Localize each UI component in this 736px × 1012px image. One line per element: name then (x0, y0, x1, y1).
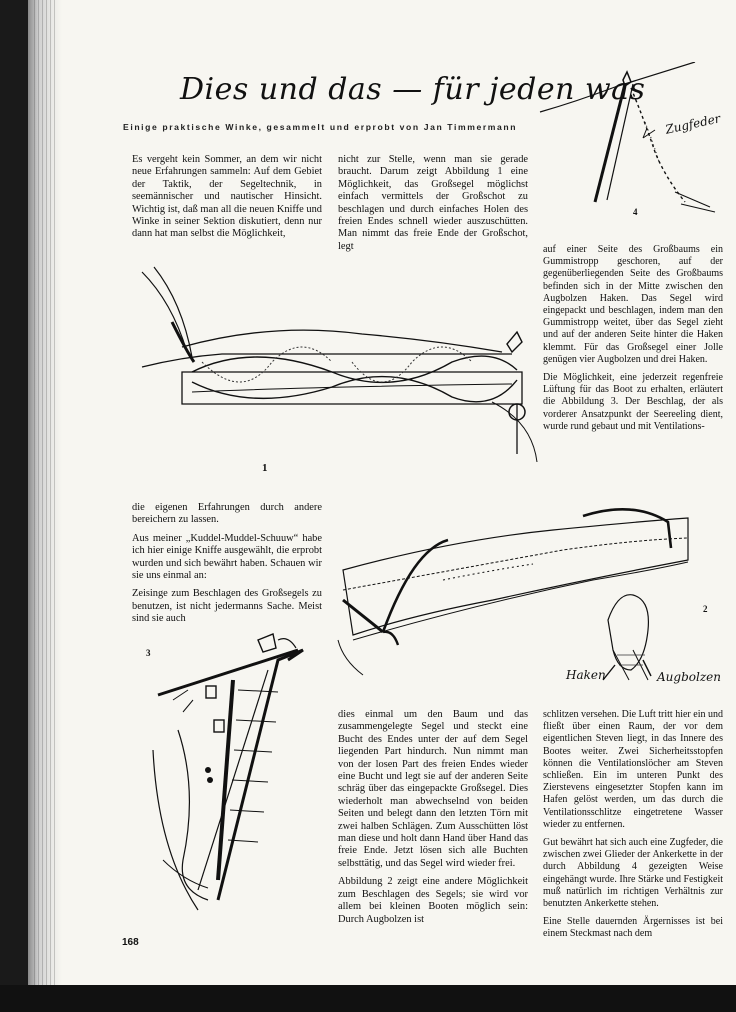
fig4-number: 4 (633, 207, 638, 217)
column-1-top (132, 154, 322, 241)
page-number: 168 (122, 937, 139, 948)
figure-3-bow-ventilation (138, 630, 338, 920)
column-2-top (338, 154, 528, 253)
fig2-label-augbolzen: Augbolzen (657, 670, 721, 684)
article-subtitle: Einige praktische Winke, gesammelt und erprobt von Jan Timmermann (123, 122, 518, 132)
fig3-number: 3 (146, 648, 151, 658)
paragraph: nicht zur Stelle, wenn man sie gerade braucht. Darum zeigt Abbildung 1 eine Möglichkeit, das Großsegel möglichst einfach vermittels der Großschot zu beschlagen und durch einfaches Holen des freien Endes schnell wieder auszuschütten. Man nimmt das freie Ende der Großschot, legt (338, 154, 528, 252)
paragraph: die eigenen Erfahrungen durch andere bereichern zu lassen. (132, 502, 322, 526)
article-title: Dies und das — für jeden was (180, 72, 646, 107)
column-3-top (543, 244, 723, 433)
column-2-bottom (338, 709, 528, 926)
column-1-middle (132, 502, 322, 626)
spine-texture (34, 0, 58, 985)
paragraph: Aus meiner „Kuddel-Muddel-Schuuw“ habe ich hier einige Kniffe ausgewählt, die erprobt wurden und sich bewährt haben. Schauen wir sie uns einmal an: (132, 532, 322, 582)
figure-4-anchor-spring (535, 62, 725, 232)
book-spine (28, 0, 62, 985)
figure-2-boom-eyebolts (333, 500, 703, 700)
fig2-number: 2 (703, 604, 708, 614)
figure-1-boom-lashing (132, 262, 542, 462)
paragraph: schlitzen versehen. Die Luft tritt hier ein und fließt über einen Raum, der vor dem eigentlichen Steven liegt, in das Innere des Bootes weiter. Zwei Sicherheitsstopfen können die Ventilationslöcher am Steven schließen. Ein im unteren Punkt des Zierstevens eingesetzter Stopfen kann im Hafen gelöst werden, um das durch die Ventilationsschlitze eingetretene Wasser wieder zu entfernen. (543, 709, 723, 830)
fig2-label-haken: Haken (566, 668, 606, 682)
paragraph: dies einmal um den Baum und das zusammengelegte Segel und steckt eine Bucht des Endes unter der auf dem Segel liegenden Part hindurch. Nun nimmt man von der losen Part des freien Endes wieder eine Bucht und legt sie auf der anderen Seite schräg über das eingepackte Großsegel. Dies wiederholt man abwechselnd von beiden Seiten und belegt dann den letzten Törn mit zwei halben Schlägen. Zum Ausschütten löst man diese und holt dann Hand über Hand das freie Ende. Jetzt lösen sich alle Buchten selbsttätig, und das Segel wird wieder frei. (338, 709, 528, 869)
bottom-edge (0, 985, 736, 1012)
paragraph: Es vergeht kein Sommer, an dem wir nicht neue Erfahrungen sammeln: Auf dem Gebiet der Taktik, der Segeltechnik, in seemännischer und nautischer Hinsicht. Wichtig ist, daß man all die neuen Kniffe und Winke in seiner Sektion diskutiert, denn nur dann hat man selbst die Möglichkeit, (132, 154, 322, 240)
paragraph: Eine Stelle dauernden Ärgernisses ist bei einem Steckmast nach dem (543, 916, 723, 940)
paragraph: Gut bewährt hat sich auch eine Zugfeder, die zwischen zwei Glieder der Ankerkette in der durch Abbildung 4 gezeigten Weise eingehängt wurde. Ihre Stärke und Festigkeit muß natürlich im richtigen Verhältnis zur benutzten Ankerkette stehen. (543, 837, 723, 910)
fig1-number: 1 (262, 462, 268, 474)
paragraph: Die Möglichkeit, eine jederzeit regenfreie Lüftung für das Boot zu erhalten, erläutert die Abbildung 3. Der Beschlag, der als vorderer Ansatzpunkt der Seereeling dient, wurde rund gebaut und mit Ventilations- (543, 372, 723, 432)
paragraph: Zeisinge zum Beschlagen des Großsegels zu benutzen, ist nicht jedermanns Sache. Meist sind sie auch (132, 588, 322, 625)
paragraph: Abbildung 2 zeigt eine andere Möglichkeit zum Beschlagen des Segels; sie wird vor allem bei kleinen Booten möglich sein: Durch Augbolzen ist (338, 876, 528, 925)
column-3-bottom (543, 709, 723, 941)
paragraph: auf einer Seite des Großbaums ein Gummistropp geschoren, auf der gegenüberliegenden Seite des Großbaums befinden sich in der Mitte zwischen den Augbolzen Haken. Das Segel wird eingepackt und beschlagen, indem man den Gummistropp weitet, über das Segel zieht und auf der anderen Seite hinter die Haken klemmt. Für das Großsegel einer Jolle genügen vier Augbolzen und drei Haken. (543, 244, 723, 365)
fig4-label-zugfeder: Zugfeder (664, 111, 722, 137)
